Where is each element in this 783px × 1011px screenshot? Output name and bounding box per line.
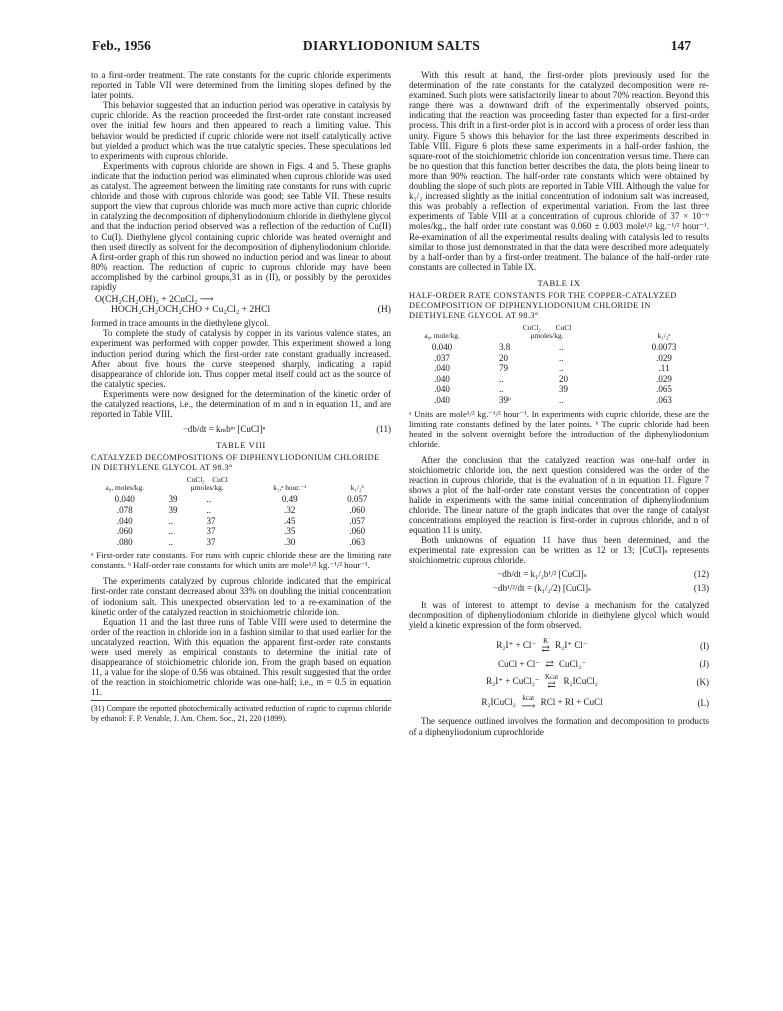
table-cell: .040 xyxy=(434,373,450,384)
reaction-expression xyxy=(409,674,675,690)
rate-constant: K xyxy=(543,637,549,646)
table-cell: .080 xyxy=(116,536,133,547)
table-cell: .060 xyxy=(349,504,366,515)
equation-h xyxy=(91,295,391,315)
table-header xyxy=(475,324,619,342)
table-cell xyxy=(475,374,619,385)
reaction-products: R₂I⁺ Cl⁻ xyxy=(555,640,588,651)
table-8-footnote: ᵃ First-order rate constants. For runs with cupric chloride these are the limiting rate constants. ᵇ Half-order rate constants for which units are mole¹/² kg.⁻¹/² hour⁻¹. xyxy=(91,550,391,571)
table-cell xyxy=(159,505,257,516)
paragraph: formed in trace amounts in the diethylene glycol. xyxy=(91,318,269,329)
equation-number: (11) xyxy=(376,424,391,435)
table-cell: .037 xyxy=(434,352,450,363)
table-cell: .32 xyxy=(284,504,296,515)
reaction-i xyxy=(409,638,709,654)
table-cell: 0.0073 xyxy=(651,341,677,352)
running-header xyxy=(92,38,691,58)
table-cell xyxy=(475,363,619,374)
paragraph: The experiments catalyzed by cuprous chloride indicated that the empirical first-order rate constant decreased about 33% on doubling the initial concentration of iodonium salt. This unexpected observation led to a re-examination of the kinetic order of the catalyzed reaction in stoichiometric chloride ion. xyxy=(91,576,391,617)
table-row xyxy=(409,342,709,353)
table-cell: 3.8 xyxy=(499,341,511,352)
paragraph: To complete the study of catalysis by copper in its various valence states, an experiment was performed with copper powder. This experiment showed a long induction period during which the first-order rate constant gradually increased. After about five hours the curve steepened sharply, indicating a rapid disappearance of chloride ion. Thus copper metal itself could act as the source of the catalytic species. xyxy=(91,328,391,389)
reaction-k xyxy=(409,674,709,690)
table-row xyxy=(409,353,709,364)
reaction-l xyxy=(409,695,709,711)
table-header: k₁,ᵃ hour.⁻¹ xyxy=(273,483,307,493)
reaction-expression xyxy=(409,659,675,669)
reaction-reactants: R₂ICuCl₂ xyxy=(481,697,516,708)
table-row xyxy=(409,395,709,406)
table-cell: .060 xyxy=(116,526,133,537)
reaction-products: RCl + RI + CuCl xyxy=(540,697,603,708)
equilibrium-arrow: ⇄ xyxy=(545,659,554,671)
paragraph: Experiments with cuprous chloride are shown in Figs. 4 and 5. These graphs indicate that the induction period was eliminated when cuprous chloride was used as catalyst. The agreement between the limiting rate constants for runs with cupric chloride and those with cuprous chloride was good; see Table VII. These results support the view that cuprous chloride was much more active than cupric chloride in catalyzing the decomposition of diphenyliodonium chloride in diethylene glycol and that the induction period observed was a reflection of the reduction of Cu(II) to Cu(I). Diethylene glycol containing cupric chloride was heated overnight and then used directly as solvent for the decomposition of diphenyliodonium chloride. A first-order graph of this run showed no induction period and was linear to about 80% reaction. The reduction of cupric to cuprous chloride may have been accomplished by the carbinol groups,31 as in (II), or possibly by the peroxides rapidly xyxy=(91,160,391,292)
table-row xyxy=(91,526,391,537)
equation-13 xyxy=(409,583,709,593)
table-header: a₀, mole/kg. xyxy=(424,330,460,340)
paragraph: After the conclusion that the catalyzed reaction was one-half order in stoichiometric chloride ion, the next question considered was the order of the reaction in cuprous chloride, that is the evaluation of n in equation 11. Figure 7 shows a plot of the half-order rate constant versus the concentration of copper halide in experiments with the same initial concentration of diphenyliodonium chloride. The linear nature of the graph indicates that over the range of catalyst concentrations employed the reaction is first-order in cuprous chloride, and n of equation 11 is unity. xyxy=(409,454,709,536)
table-cell: .057 xyxy=(349,515,366,526)
table-cell: 37 xyxy=(206,526,216,537)
table-8-title: TABLE VIII xyxy=(216,440,266,451)
table-cell: .. xyxy=(168,515,173,526)
table-cell xyxy=(159,537,257,548)
table-header: CuCl xyxy=(212,475,228,485)
table-cell: .078 xyxy=(116,504,133,515)
table-cell: .. xyxy=(559,341,564,352)
table-9-footnote: ᵃ Units are mole¹/² kg.⁻¹/² hour⁻¹. In experiments with cupric chloride, these are the limiting rate constants defined by the later points. ᵇ The cupric chloride had been heated in the solvent overnight before the introduction of the diphenyliodonium chloride. xyxy=(409,408,709,449)
paragraph: The sequence outlined involves the formation and decomposition to products of a diphenyliodonium cuprochloride xyxy=(409,716,709,737)
table-cell: .060 xyxy=(349,526,366,537)
table-cell: .30 xyxy=(284,536,296,547)
table-cell: 20 xyxy=(499,352,508,363)
table-9-caption: HALF-ORDER RATE CONSTANTS FOR THE COPPER-CATALYZED DECOMPOSITION OF DIPHENYLIODONIUM CHLORIDE IN DIETHYLENE GLYCOL AT 98.3° xyxy=(409,290,677,320)
table-row xyxy=(91,537,391,548)
equation-number: (H) xyxy=(377,304,391,316)
table-cell: .. xyxy=(499,384,504,395)
table-row xyxy=(91,505,391,516)
table-cell: .029 xyxy=(656,352,672,363)
table-cell: .. xyxy=(206,504,211,515)
table-cell: .. xyxy=(559,394,564,405)
equilibrium-arrow: K ⇄ xyxy=(541,637,550,656)
table-cell xyxy=(475,342,619,353)
table-cell: .040 xyxy=(434,363,450,374)
table-cell: .065 xyxy=(656,384,672,395)
table-cell: .. xyxy=(499,373,504,384)
paragraph: Experiments were now designed for the determination of the kinetic order of the catalyzed reactions, i.e., the determination of m and n in equation 11, and are reported in Table VIII. xyxy=(91,388,391,420)
reaction-j xyxy=(409,659,709,669)
footnote-31: (31) Compare the reported photochemically activated reduction of cupric to cuprous chloride by ethanol: F. P. Venable, J. Am. Chem. Soc., 21, 220 (1899). xyxy=(91,700,391,723)
table-cell: .040 xyxy=(434,384,450,395)
table-row xyxy=(409,363,709,374)
table-cell xyxy=(475,353,619,364)
table-cell xyxy=(159,526,257,537)
table-header: CuCl₂ xyxy=(522,322,541,332)
table-cell: 39 xyxy=(168,504,178,515)
table-cell xyxy=(159,516,257,527)
table-cell: 20 xyxy=(559,373,568,384)
reaction-number: (K) xyxy=(696,677,709,688)
header-date: Feb., 1956 xyxy=(92,38,151,53)
equation-11 xyxy=(91,424,391,434)
table-row xyxy=(409,384,709,395)
paragraph: It was of interest to attempt to devise a mechanism for the catalyzed decomposition of diphenyliodonium chloride in diethylene glycol which would yield a kinetic expression of the form observed. xyxy=(409,599,709,630)
header-title: DIARYLIODONIUM SALTS xyxy=(302,38,481,53)
reaction-number: (L) xyxy=(697,698,709,709)
table-header: CuCl₂ xyxy=(186,475,205,485)
rate-constant: kcat xyxy=(522,694,535,703)
right-column xyxy=(409,70,709,737)
reaction-expression xyxy=(409,695,675,711)
table-cell xyxy=(475,384,619,395)
table-8-caption: CATALYZED DECOMPOSITIONS OF DIPHENYLIODONIUM CHLORIDE IN DIETHYLENE GLYCOL AT 98.3° xyxy=(91,453,380,473)
reaction-number: (I) xyxy=(699,640,709,651)
table-cell: 37 xyxy=(206,536,216,547)
left-column xyxy=(91,70,391,723)
table-cell: 39 xyxy=(559,384,568,395)
equation-h-line1: O(CH₂CH₂OH)₂ + 2CuCl₂ ⟶ xyxy=(95,294,214,306)
equation-number: (12) xyxy=(693,568,709,579)
paragraph: This behavior suggested that an induction period was operative in catalysis by cupric chloride. As the reaction proceeded the first-order rate constant increased over the initial few hours and then appeared to reach a limiting value. This behavior would be predicted if cupric chloride were not itself catalytically active but yielded a product which was the true catalytic species. These speculations led to experiments with cuprous chloride. xyxy=(91,100,391,161)
table-cell: .063 xyxy=(656,394,672,405)
table-8 xyxy=(91,476,391,547)
rate-constant: Kcat xyxy=(544,673,559,682)
equilibrium-arrow: Kcat ⇄ xyxy=(544,673,559,692)
paragraph: With this result at hand, the first-order plots previously used for the determination of the rate constants for the catalyzed decomposition were re-examined. Such plots were satisfactorily linear to about 70% reaction. Beyond this range there was a downward drift of the experimentally observed points, indicating that the reaction was proceeding faster than expected for a first-order process. This drift in a first-order plot is in accord with a process of order less than unity. Figure 5 shows this behavior for the last three experiments described in Table VIII. Figure 6 plots these same experiments in a half-order fashion, the square-root of the stoichiometric chloride ion concentration versus time. There can be no question that this function better describes the data, the plots being linear to more than 90% reaction. The half-order rate constants which were obtained by doubling the slope of such plots are reported in Table VIII. Although the value for k₁/₂ increased slightly as the initial concentration of iodonium salt was increased, this was probably a reflection of experimental variation. From the last three experiments of Table VIII at a concentration of cuprous chloride of 37 × 10⁻⁶ moles/kg., the half order rate constant was 0.060 ± 0.003 mole¹/² kg.⁻¹/² hour⁻¹. Re-examination of all the experimental results dealing with catalysis led to results similar to those just demonstrated in that the data were described more adequately by a half-order than by a first-order treatment. The balance of the half-order rate constants are collected in Table IX. xyxy=(409,70,709,272)
equation-h-line2: HOCH₂CH₂OCH₂CHO + Cu₂Cl₂ + 2HCl xyxy=(111,304,271,316)
table-cell: 0.040 xyxy=(114,494,135,505)
table-cell: .. xyxy=(168,526,173,537)
table-header: k₁/₂ᵇ xyxy=(350,483,364,493)
paragraph: Both unknowns of equation 11 have thus been determined, and the experimental rate expression can be written as 12 or 13; [CuCl]ₛ represents stoichiometric cuprous chloride. xyxy=(409,535,709,566)
table-row xyxy=(91,494,391,505)
table-row xyxy=(91,516,391,527)
table-header xyxy=(159,476,257,494)
header-page-number: 147 xyxy=(670,38,691,53)
table-cell: .. xyxy=(206,494,211,505)
table-cell: .. xyxy=(559,363,564,374)
table-cell: .040 xyxy=(116,515,133,526)
table-cell: .11 xyxy=(658,363,670,374)
table-cell xyxy=(475,395,619,406)
reaction-reactants: CuCl + Cl⁻ xyxy=(497,659,541,670)
equation-12 xyxy=(409,569,709,579)
table-cell: 0.057 xyxy=(347,494,368,505)
table-cell: .. xyxy=(168,536,173,547)
reaction-expression xyxy=(409,638,675,654)
table-cell: .029 xyxy=(656,373,672,384)
table-cell xyxy=(159,494,257,505)
table-9 xyxy=(409,324,709,406)
table-cell: 37 xyxy=(206,515,216,526)
table-9-title: TABLE IX xyxy=(537,277,581,288)
reaction-number: (J) xyxy=(699,659,709,670)
equation-expression: −db¹/²/dt = (k₁/₂/2) [CuCl]ₛ xyxy=(492,582,592,593)
forward-arrow: kcat ⟶ xyxy=(521,694,536,713)
reaction-products: R₂ICuCl₂ xyxy=(563,676,598,687)
reaction-reactants: R₂I⁺ + CuCl₂⁻ xyxy=(486,676,540,687)
table-cell: .. xyxy=(559,352,564,363)
table-header: a₀, moles/kg. xyxy=(105,483,144,493)
table-cell: 39 xyxy=(168,494,178,505)
table-cell: 79 xyxy=(499,363,508,374)
table-cell: 0.040 xyxy=(431,341,453,352)
reaction-products: CuCl₂⁻ xyxy=(558,659,587,670)
paragraph: Equation 11 and the last three runs of Table VIII were used to determine the order of the reaction in chloride ion in a fashion similar to that used earlier for the uncatalyzed reaction. With this equation the apparent first-order rate constants were used merely as empirical constants to determine the initial rate of disappearance of stoichiometric chloride ion. From the graph based on equation 11, a value for the slope of 0.56 was obtained. This result suggested that the order of the reaction in stoichiometric chloride was one-half; i.e., m = 0.5 in equation 11. xyxy=(91,616,391,698)
paragraph: to a first-order treatment. The rate constants for the cupric chloride experiments reported in Table VII were determined from the limiting slopes defined by the later points. xyxy=(91,70,391,101)
table-row xyxy=(409,374,709,385)
table-cell: 0.49 xyxy=(281,494,298,505)
table-header: k₁/₂ᵃ xyxy=(657,330,671,340)
table-subheader: μmoles/kg. xyxy=(190,483,224,493)
reaction-reactants: R₂I⁺ + Cl⁻ xyxy=(496,640,537,651)
table-cell: .35 xyxy=(284,526,296,537)
equation-expression: −db/dt = kₘbᵐ [CuCl]ⁿ xyxy=(182,424,266,435)
table-cell: .45 xyxy=(284,515,296,526)
table-cell: .063 xyxy=(349,536,366,547)
table-cell: 39ᵇ xyxy=(499,394,511,405)
table-subheader: μmoles/kg. xyxy=(530,330,564,340)
table-cell: .040 xyxy=(434,394,450,405)
table-header: CuCl xyxy=(555,322,572,332)
equation-expression: −db/dt = k₁/₂b¹/² [CuCl]ₛ xyxy=(497,568,587,579)
equation-number: (13) xyxy=(693,582,709,593)
